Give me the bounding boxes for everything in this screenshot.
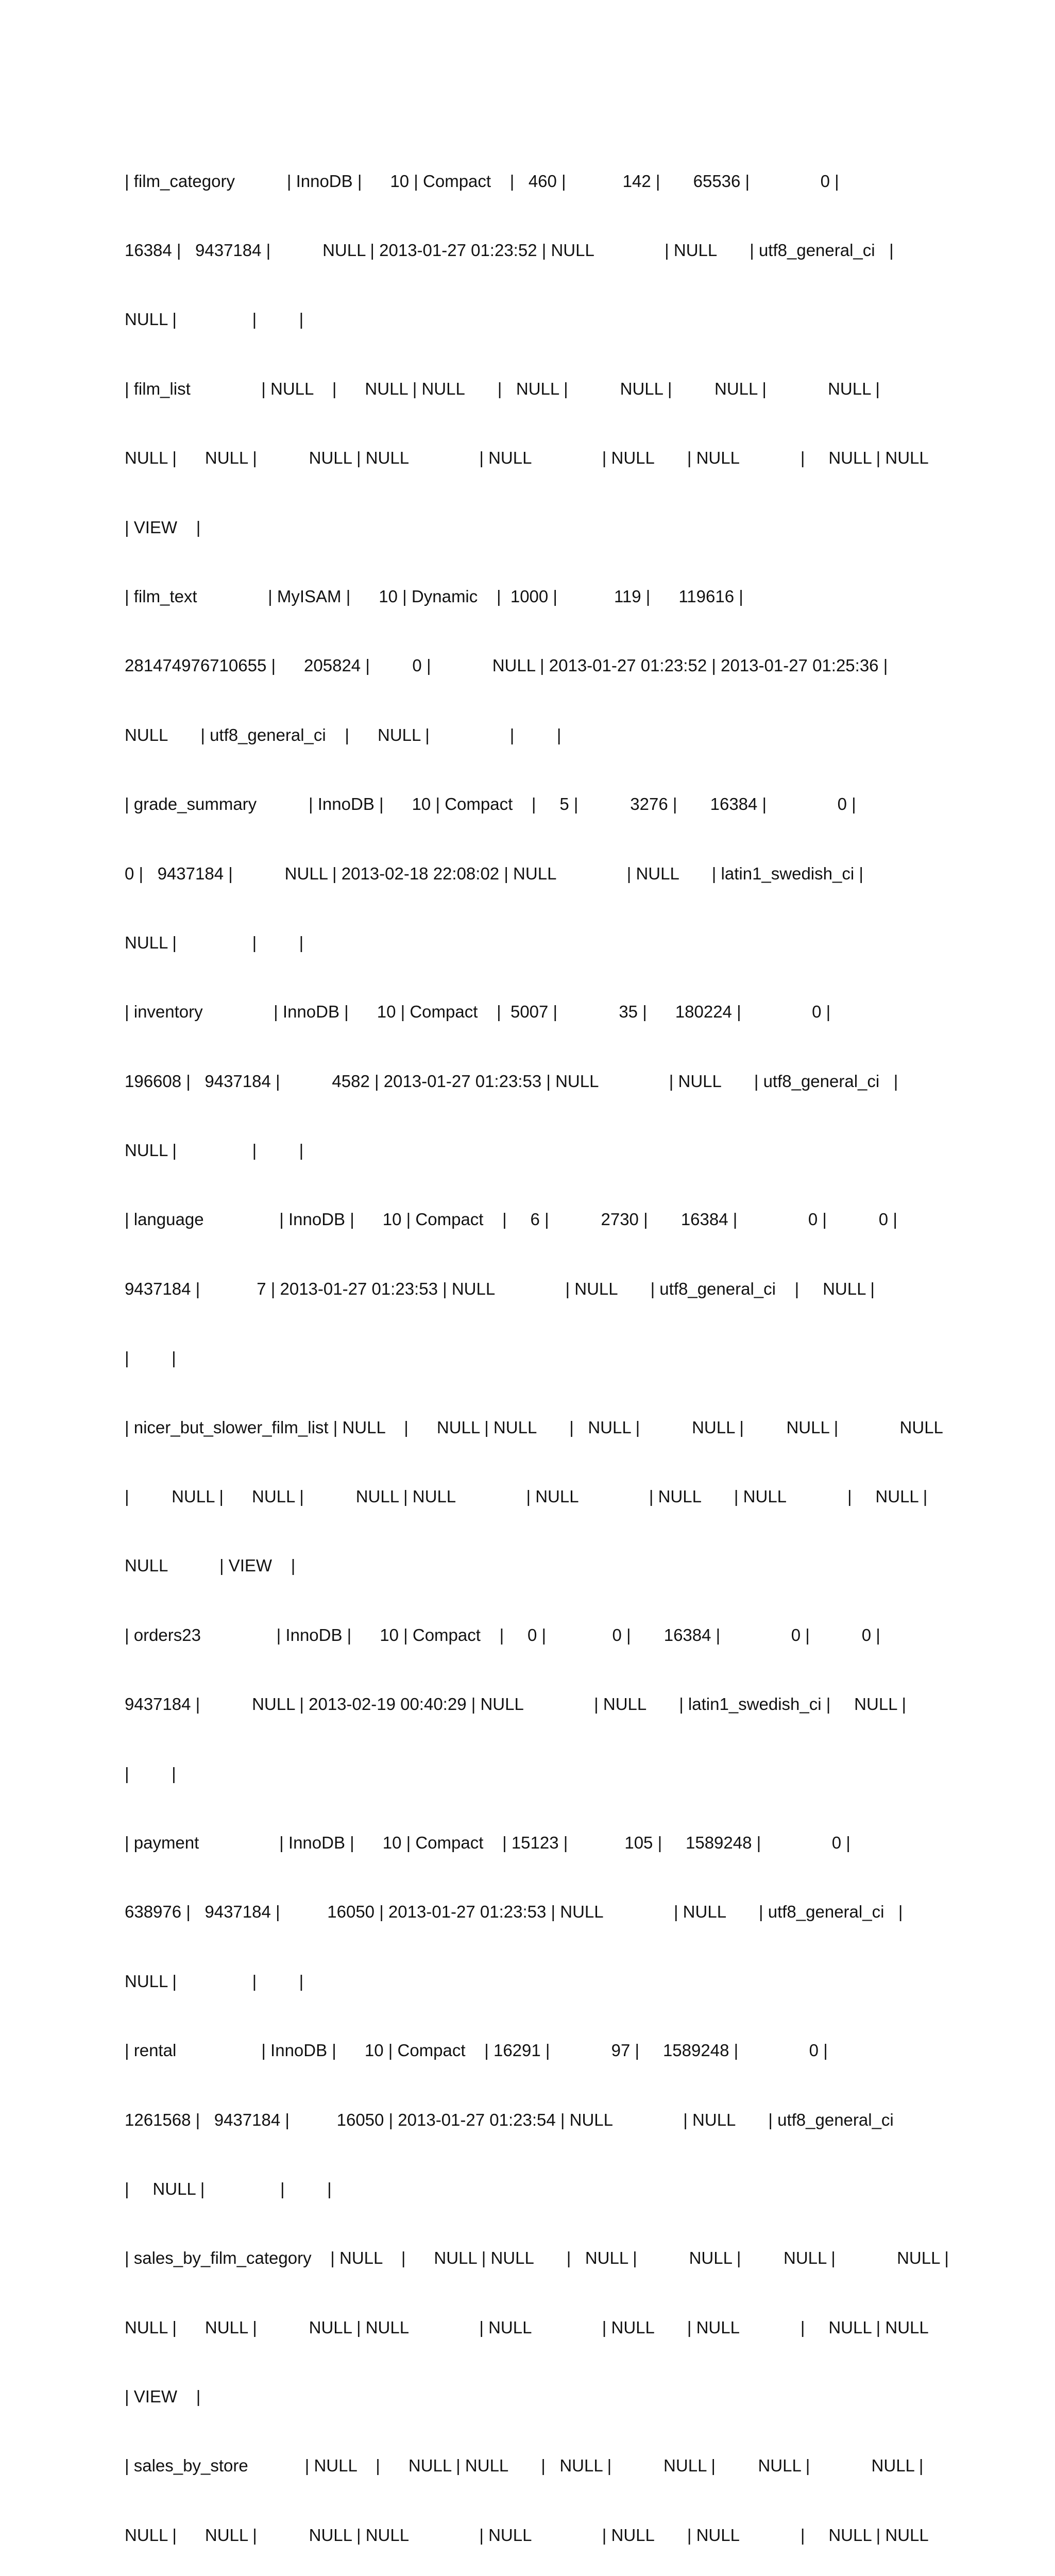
text-line: NULL | | |	[125, 310, 304, 329]
text-line: | NULL | | |	[125, 2179, 332, 2198]
text-line: | VIEW |	[125, 517, 201, 537]
text-line: | payment | InnoDB | 10 | Compact | 15123 | 105 | 1589248 | 0 |	[125, 1833, 850, 1852]
text-line: 638976 | 9437184 | 16050 | 2013-01-27 01:23:53 | NULL | NULL | utf8_general_ci |	[125, 1902, 903, 1922]
text-line: | inventory | InnoDB | 10 | Compact | 5007 | 35 | 180224 | 0 |	[125, 1002, 831, 1022]
text-line: NULL | NULL | NULL | NULL | NULL | NULL | NULL | NULL | NULL	[125, 2317, 929, 2337]
text-line: NULL | | |	[125, 1141, 304, 1160]
text-line: 1261568 | 9437184 | 16050 | 2013-01-27 01:23:54 | NULL | NULL | utf8_general_ci	[125, 2110, 894, 2129]
text-line: NULL | VIEW |	[125, 1556, 296, 1575]
text-line: | film_text | MyISAM | 10 | Dynamic | 1000 | 119 | 119616 |	[125, 586, 743, 606]
text-line: NULL | | |	[125, 1971, 304, 1991]
text-line: | sales_by_film_category | NULL | NULL | NULL | NULL | NULL | NULL | NULL |	[125, 2248, 949, 2268]
text-line: 9437184 | NULL | 2013-02-19 00:40:29 | NULL | NULL | latin1_swedish_ci | NULL |	[125, 1694, 907, 1714]
text-line: | nicer_but_slower_film_list | NULL | NULL | NULL | NULL | NULL | NULL | NULL	[125, 1417, 943, 1437]
text-line: NULL | NULL | NULL | NULL | NULL | NULL | NULL | NULL | NULL	[125, 2525, 929, 2545]
text-line: 9437184 | 7 | 2013-01-27 01:23:53 | NULL | NULL | utf8_general_ci | NULL |	[125, 1279, 875, 1298]
table-status-output	[125, 124, 969, 2576]
text-line: 0 | 9437184 | NULL | 2013-02-18 22:08:02 | NULL | NULL | latin1_swedish_ci |	[125, 863, 863, 883]
text-line: 196608 | 9437184 | 4582 | 2013-01-27 01:23:53 | NULL | NULL | utf8_general_ci |	[125, 1071, 898, 1091]
text-line: | rental | InnoDB | 10 | Compact | 16291 | 97 | 1589248 | 0 |	[125, 2041, 828, 2060]
text-line: | |	[125, 1348, 176, 1368]
text-line: 281474976710655 | 205824 | 0 | NULL | 2013-01-27 01:23:52 | 2013-01-27 01:25:36 |	[125, 656, 888, 675]
text-line: | VIEW |	[125, 2387, 201, 2406]
text-line: 16384 | 9437184 | NULL | 2013-01-27 01:23:52 | NULL | NULL | utf8_general_ci |	[125, 240, 894, 260]
text-line: | orders23 | InnoDB | 10 | Compact | 0 | 0 | 16384 | 0 | 0 |	[125, 1625, 880, 1645]
text-line: | film_category | InnoDB | 10 | Compact | 460 | 142 | 65536 | 0 |	[125, 171, 839, 191]
text-line: | language | InnoDB | 10 | Compact | 6 | 2730 | 16384 | 0 | 0 |	[125, 1210, 897, 1229]
text-line: NULL | | |	[125, 933, 304, 952]
text-line: NULL | NULL | NULL | NULL | NULL | NULL | NULL | NULL | NULL	[125, 448, 929, 468]
text-line: | grade_summary | InnoDB | 10 | Compact | 5 | 3276 | 16384 | 0 |	[125, 794, 856, 814]
text-line: | sales_by_store | NULL | NULL | NULL | NULL | NULL | NULL | NULL |	[125, 2456, 924, 2476]
text-line: | |	[125, 1764, 176, 1783]
text-line: NULL | utf8_general_ci | NULL | | |	[125, 725, 561, 744]
text-line: | NULL | NULL | NULL | NULL | NULL | NULL | NULL | NULL |	[125, 1487, 928, 1506]
text-line: | film_list | NULL | NULL | NULL | NULL | NULL | NULL | NULL |	[125, 379, 880, 398]
